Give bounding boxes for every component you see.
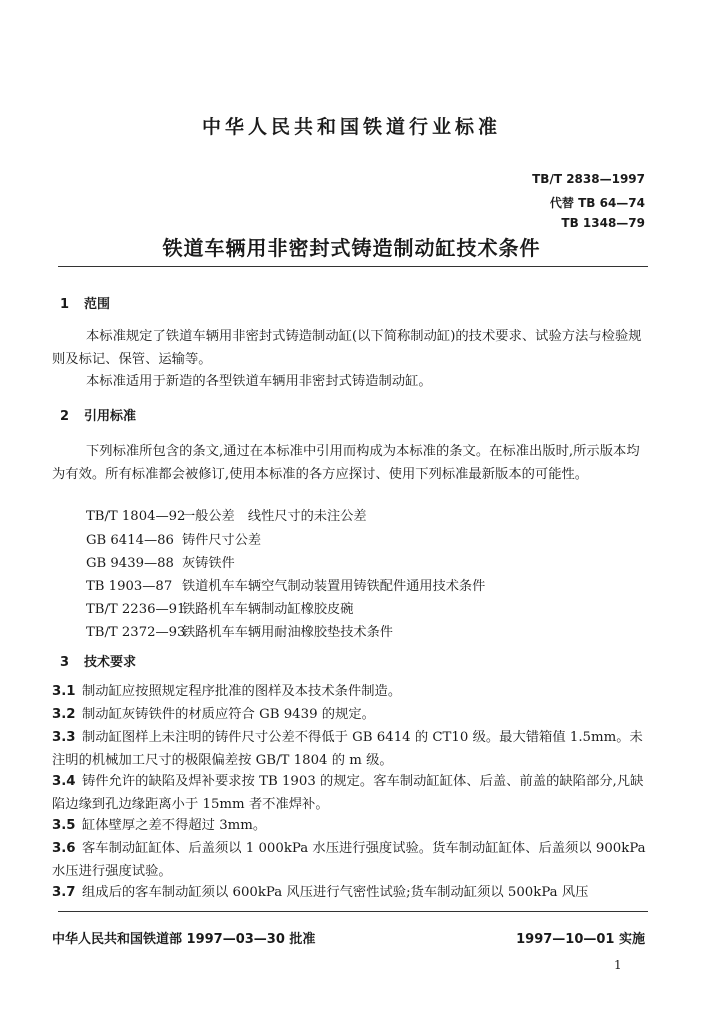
issuing-body-header: 中华人民共和国铁道行业标准 [201, 116, 501, 138]
clause-3-6 [52, 837, 646, 883]
section-number: 3 [60, 655, 70, 670]
clause-text: 客车制动缸缸体、后盖须以 1 000kPa 水压进行强度试验。货车制动缸缸体、后盖须以 900kPa 水压进行强度试验。 [52, 841, 646, 879]
reference-code: TB/T 2372—93 [86, 625, 186, 640]
reference-title: 铁路机车车辆制动缸橡胶皮碗 [182, 602, 354, 617]
clause-number: 3.5 [52, 818, 76, 833]
reference-item [86, 598, 353, 617]
reference-code: TB 1903—87 [86, 579, 173, 594]
section-title: 技术要求 [84, 655, 137, 670]
reference-title: 灰铸铁件 [182, 556, 235, 571]
clause-number: 3.1 [52, 684, 76, 699]
approval-line: 中华人民共和国铁道部 1997—03—30 批准 [52, 932, 316, 947]
clause-text: 制动缸图样上未注明的铸件尺寸公差不得低于 GB 6414 的 CT10 级。最大错箱值 1.5mm。未注明的机械加工尺寸的极限偏差按 GB/T 1804 的 m 级。 [52, 730, 643, 768]
title-divider [58, 266, 648, 267]
clause-3-4 [52, 770, 646, 816]
clause-text: 制动缸灰铸铁件的材质应符合 GB 9439 的规定。 [82, 707, 375, 722]
page-number: 1 [614, 958, 622, 972]
reference-item [86, 505, 367, 524]
clause-number: 3.6 [52, 841, 76, 856]
clause-3-7 [52, 881, 646, 904]
clause-number: 3.7 [52, 885, 76, 900]
clause-3-3 [52, 726, 646, 772]
reference-item [86, 552, 235, 571]
clause-text: 缸体壁厚之差不得超过 3mm。 [82, 818, 267, 833]
paragraph: 下列标准所包含的条文,通过在本标准中引用而构成为本标准的条文。在标准出版时,所示版本均为有效。所有标准都会被修订,使用本标准的各方应探讨、使用下列标准最新版本的可能性。 [52, 444, 640, 482]
reference-code: TB/T 2236—91 [86, 602, 186, 617]
section-title: 引用标准 [84, 409, 137, 424]
reference-title: 铁道机车车辆空气制动装置用铸铁配件通用技术条件 [182, 579, 486, 594]
paragraph: 本标准适用于新造的各型铁道车辆用非密封式铸造制动缸。 [86, 374, 432, 389]
clause-text: 制动缸应按照规定程序批准的图样及本技术条件制造。 [82, 684, 402, 699]
clause-text: 铸件允许的缺陷及焊补要求按 TB 1903 的规定。客车制动缸缸体、后盖、前盖的缺陷部分,凡缺陷边缘到孔边缘距离小于 15mm 者不准焊补。 [52, 774, 644, 812]
clause-3-2 [52, 703, 646, 726]
replaces-standard-2: TB 1348—79 [561, 216, 645, 230]
reference-code: GB 6414—86 [86, 533, 174, 548]
reference-item [86, 529, 261, 548]
reference-code: GB 9439—88 [86, 556, 174, 571]
reference-item [86, 575, 485, 594]
section-3-heading [60, 651, 136, 670]
replaces-standard-1: 代替 TB 64—74 [549, 196, 645, 210]
footer-divider [58, 911, 648, 912]
clause-number: 3.2 [52, 707, 76, 722]
reference-title: 一般公差 线性尺寸的未注公差 [182, 509, 367, 524]
clause-number: 3.3 [52, 730, 76, 745]
implementation-date: 1997—10—01 实施 [516, 932, 645, 947]
section-2-heading [60, 405, 136, 424]
clause-3-1 [52, 680, 646, 703]
paragraph: 本标准规定了铁道车辆用非密封式铸造制动缸(以下简称制动缸)的技术要求、试验方法与检验规则及标记、保管、运输等。 [52, 329, 642, 367]
document-title: 铁道车辆用非密封式铸造制动缸技术条件 [162, 236, 541, 260]
clause-number: 3.4 [52, 774, 76, 789]
section-title: 范围 [84, 297, 111, 312]
standard-number: TB/T 2838—1997 [532, 172, 645, 186]
clause-3-5 [52, 814, 646, 837]
reference-item [86, 621, 393, 640]
reference-title: 铁路机车车辆用耐油橡胶垫技术条件 [182, 625, 393, 640]
clause-text: 组成后的客车制动缸须以 600kPa 风压进行气密性试验;货车制动缸须以 500kPa 风压 [82, 885, 589, 900]
section-1-heading [60, 293, 110, 312]
reference-title: 铸件尺寸公差 [182, 533, 262, 548]
reference-code: TB/T 1804—92 [86, 509, 186, 524]
section-number: 2 [60, 409, 70, 424]
section-number: 1 [60, 297, 70, 312]
